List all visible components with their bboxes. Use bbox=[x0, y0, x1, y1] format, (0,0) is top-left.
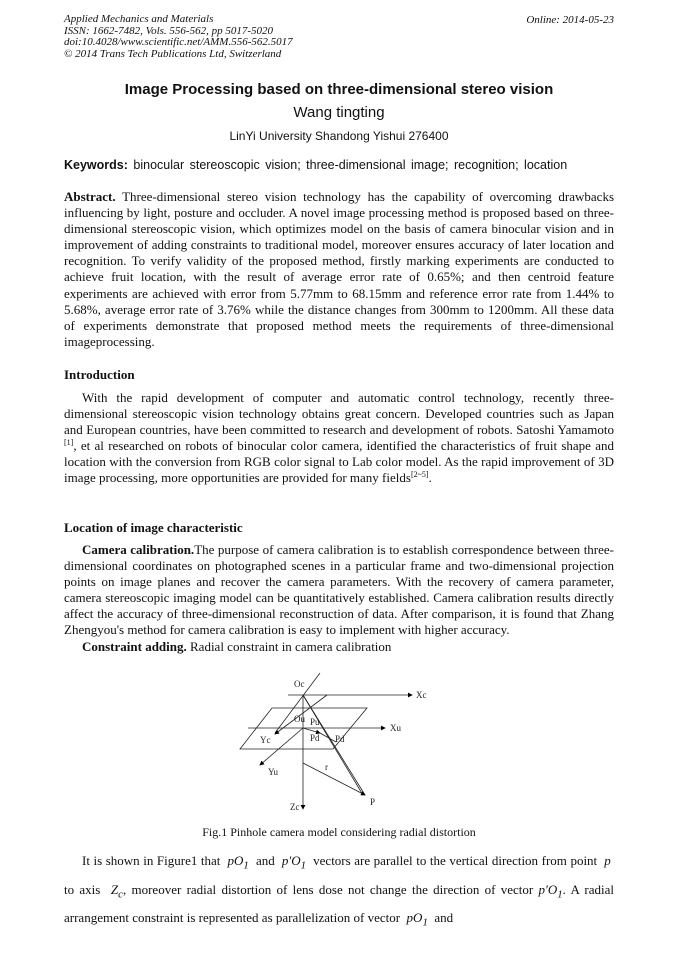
intro-text: . bbox=[428, 470, 432, 486]
doi: doi:10.4028/www.scientific.net/AMM.556-562.5017 bbox=[64, 36, 293, 49]
calibration-text: The purpose of camera calibration is to establish correspondence between three-dimensional coordinates on photographed scenes in a particular frame and two-dimensional projection points on image planes and recover the camera parameters. With the recovery of camera parameter, camera stereoscopic imaging model can be quantitatively established. Camera calibration results directly affect the accuracy of three-dimensional reconstruction of data. After comparison, it is found that Zhang Zhengyou's method for camera calibration is easy to implement with higher accuracy. bbox=[64, 542, 614, 638]
copyright: © 2014 Trans Tech Publications Ltd, Switzerland bbox=[64, 47, 282, 60]
text: to axis bbox=[64, 881, 101, 897]
body-paragraph bbox=[64, 849, 614, 935]
label-pd: Pd bbox=[310, 733, 320, 743]
paper-title: Image Processing based on three-dimensional stereo vision bbox=[124, 81, 554, 98]
label-xc: Xc bbox=[416, 690, 427, 700]
intro-text: , et al researched on robots of binocular color camera, identified the characteristics of fruit shape and location with the conversion from RGB color signal to Lab color model. As the rapid improvement of 3D image processing, more opportunities are provided for many fields bbox=[64, 438, 614, 486]
author: Wang tingting bbox=[293, 104, 385, 121]
location-heading: Location of image characteristic bbox=[64, 520, 243, 535]
abstract-label: Abstract. bbox=[64, 189, 116, 204]
constraint-label: Constraint adding. bbox=[82, 638, 187, 654]
intro-text: With the rapid development of computer and automatic control technology, recently three-dimensional stereoscopic vision technology obtains great concern. Developed countries such as Japan and European countries, have been committed to research and development of robots. Satoshi Yamamoto bbox=[64, 390, 614, 438]
citation: [1] bbox=[64, 438, 74, 448]
label-pd2: Pd bbox=[335, 734, 345, 744]
text: and bbox=[434, 910, 454, 926]
math: $pO_1$ bbox=[406, 910, 428, 929]
keywords-label: Keywords: bbox=[64, 158, 128, 172]
issn: ISSN: 1662-7482, Vols. 556-562, pp 5017-5020 bbox=[64, 24, 273, 37]
introduction-paragraph bbox=[64, 390, 614, 487]
abstract-text: Three-dimensional stereo vision technology has the capability of overcoming drawbacks influencing by light, posture and occluder. A novel image processing method is proposed based on three-dimensional stereoscopic vision, which optimizes model on the basis of camera binocular vision and in improvement of adding constraints to traditional model, moreover ensures accuracy of later location and recognition. To verify validity of the proposed method, firstly marking experiments are conducted to achieve fruit location, with the result of average error rate of 0.65%; and then centroid feature experiments are achieved with error from 5.77mm to 68.15mm and reference error rate from 1.44% to 5.68%, average error rate of 3.76% while the distance changes from 300mm to 1200mm. All these data of experiments demonstrate that proposed method meets the requirements of three-dimensional imageprocessing. bbox=[64, 189, 615, 349]
math: $p'O_1$ bbox=[538, 881, 563, 901]
text: It is shown in Figure1 that bbox=[82, 853, 221, 868]
label-r: r bbox=[325, 762, 328, 772]
abstract bbox=[64, 189, 614, 350]
journal-header bbox=[64, 14, 293, 60]
constraint-text: Radial constraint in camera calibration bbox=[190, 638, 392, 654]
label-yu: Yu bbox=[268, 767, 279, 777]
figure-caption: Fig.1 Pinhole camera model considering radial distortion bbox=[202, 825, 476, 839]
calibration-label: Camera calibration. bbox=[82, 542, 195, 557]
label-xu: Xu bbox=[390, 723, 401, 733]
camera-calibration-paragraph bbox=[64, 542, 614, 655]
label-ou: Ou bbox=[294, 714, 305, 724]
label-yc: Yc bbox=[260, 735, 271, 745]
label-p: P bbox=[370, 797, 376, 807]
online-date: Online: 2014-05-23 bbox=[526, 14, 614, 26]
pinhole-camera-figure bbox=[230, 670, 460, 820]
label-oc: Oc bbox=[294, 679, 305, 689]
text: . A radial arrangement constraint is represented as parallelization of vector bbox=[64, 881, 615, 926]
introduction-heading: Introduction bbox=[64, 367, 135, 382]
math: $p'O_1$ bbox=[281, 853, 307, 872]
citation: [2~5] bbox=[410, 470, 429, 480]
text: vectors are parallel to the vertical direction from point bbox=[313, 853, 598, 868]
text: and bbox=[255, 853, 275, 868]
label-zc: Zc bbox=[290, 802, 300, 812]
text: , moreover radial distortion of lens dose not change the direction of vector bbox=[122, 881, 534, 897]
keywords bbox=[64, 158, 567, 172]
math: p bbox=[604, 853, 611, 868]
journal-name: Applied Mechanics and Materials bbox=[64, 13, 214, 25]
label-pu: Pu bbox=[310, 717, 320, 727]
keywords-text: binocular stereoscopic vision; three-dimensional image; recognition; location bbox=[133, 158, 568, 172]
math: $pO_1$ bbox=[227, 853, 249, 872]
math: $Z_c$ bbox=[110, 881, 123, 901]
affiliation: LinYi University Shandong Yishui 276400 bbox=[229, 129, 449, 143]
